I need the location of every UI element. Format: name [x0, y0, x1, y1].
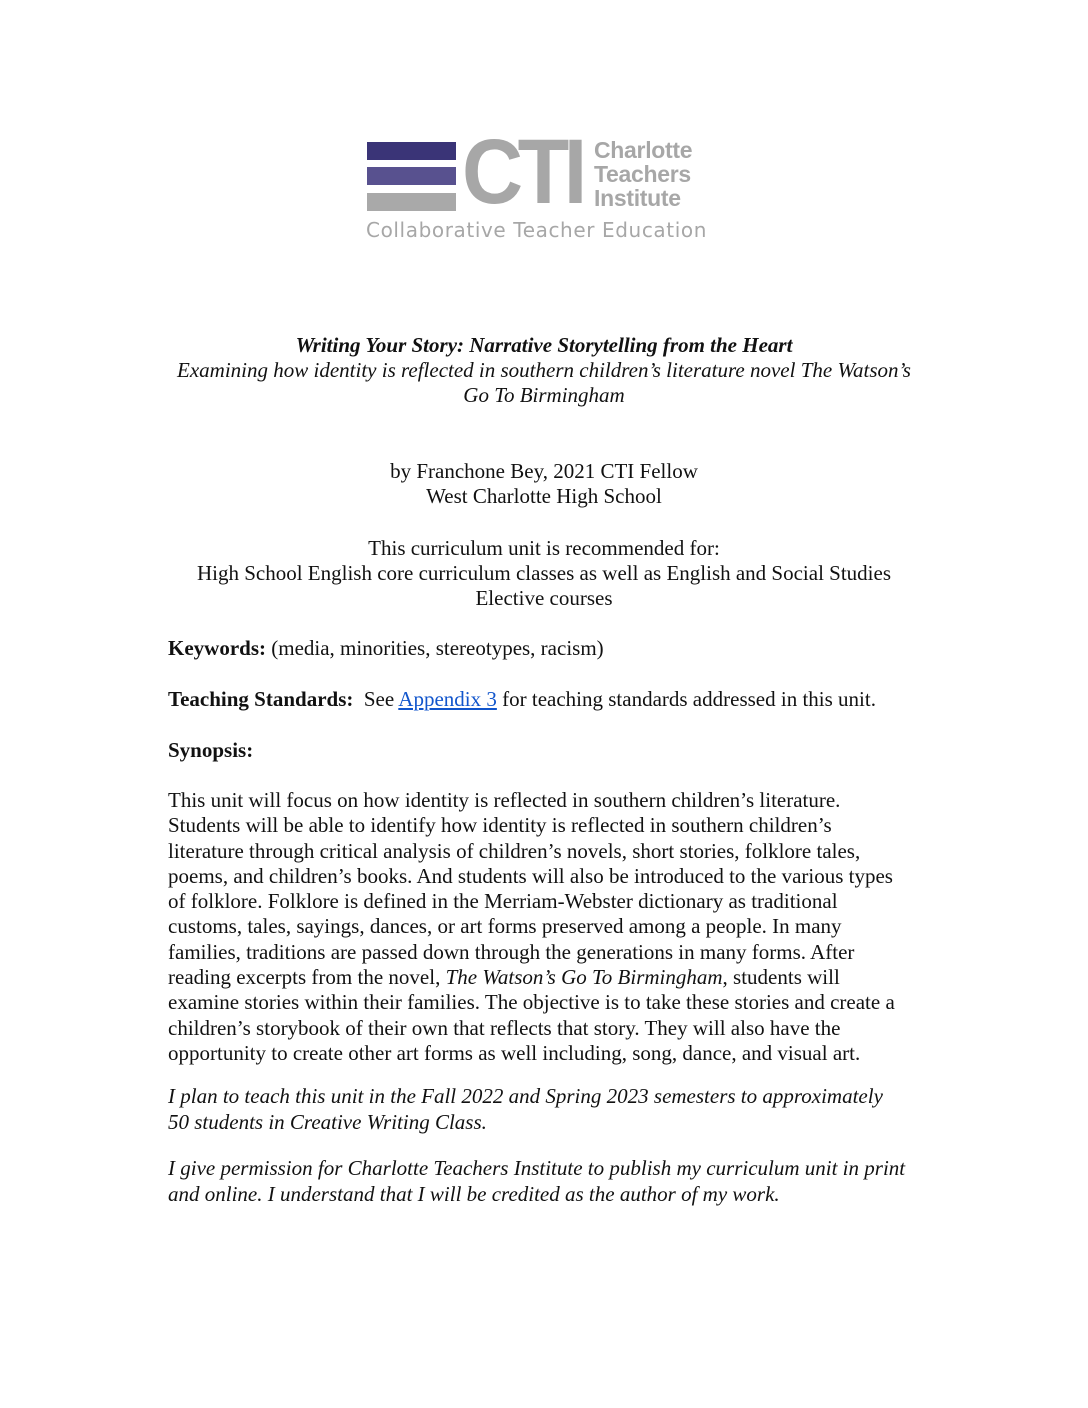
- author-line: by Franchone Bey, 2021 CTI Fellow: [390, 459, 698, 483]
- author-block: [160, 459, 928, 509]
- logo-mark: CTI: [462, 121, 582, 223]
- logo-tagline: Collaborative Teacher Education: [366, 218, 707, 242]
- synopsis-text: , students will: [722, 965, 840, 990]
- synopsis-text: reading excerpts from the novel,: [168, 965, 446, 990]
- plan-line: 50 students in Creative Writing Class.: [168, 1109, 487, 1134]
- permission-line: and online. I understand that I will be credited as the author of my work.: [168, 1181, 780, 1206]
- subtitle-line: Go To Birmingham: [463, 383, 625, 407]
- school-line: West Charlotte High School: [426, 484, 662, 508]
- keywords-label: Keywords:: [168, 636, 266, 660]
- cti-logo: [362, 121, 722, 252]
- teaching-standards: [168, 687, 928, 713]
- teaching-standards-label: Teaching Standards:: [168, 687, 354, 711]
- document-subtitle: [160, 358, 928, 408]
- logo-name-line: Teachers: [594, 161, 691, 187]
- plan-line: I plan to teach this unit in the Fall 2022 and Spring 2023 semesters to approximately: [168, 1084, 883, 1108]
- teaching-standards-pre: See: [353, 687, 399, 711]
- synopsis-line: This unit will focus on how identity is reflected in southern children’s literature.: [168, 788, 841, 812]
- synopsis-line: families, traditions are passed down through the generations in many forms. After: [168, 939, 855, 964]
- logo-bar-bottom: [367, 193, 456, 211]
- synopsis-line: children’s storybook of their own that reflects that story. They will also have the: [168, 1015, 841, 1040]
- logo-name-line: Institute: [594, 185, 681, 211]
- recommended-line: High School English core curriculum classes as well as English and Social Studies: [196, 561, 892, 585]
- appendix-3-link[interactable]: Appendix 3: [398, 687, 497, 711]
- logo-bar-middle: [367, 167, 456, 185]
- synopsis-line: examine stories within their families. The objective is to take these stories and create a: [168, 990, 895, 1015]
- recommended-line: Elective courses: [475, 586, 613, 610]
- logo-name-line: Charlotte: [594, 137, 693, 163]
- logo-bar-top: [367, 142, 456, 160]
- permission-statement: [168, 1156, 928, 1207]
- synopsis-line: opportunity to create other art forms as well including, song, dance, and visual art.: [168, 1040, 861, 1065]
- synopsis-line: of folklore. Folklore is defined in the Merriam-Webster dictionary as traditional: [168, 889, 838, 914]
- permission-line: I give permission for Charlotte Teachers Institute to publish my curriculum unit in print: [168, 1156, 906, 1180]
- keywords-value: (media, minorities, stereotypes, racism): [266, 636, 604, 660]
- recommended-label: This curriculum unit is recommended for:: [368, 536, 720, 560]
- book-title: The Watson’s Go To Birmingham: [445, 965, 723, 990]
- synopsis-body: [168, 788, 928, 1066]
- synopsis-line: customs, tales, sayings, dances, or art forms preserved among a people. In many: [168, 914, 842, 939]
- synopsis-line: poems, and children’s books. And students will also be introduced to the various types: [168, 863, 893, 888]
- subtitle-line: Examining how identity is reflected in southern children’s literature novel The Watson’s: [177, 358, 911, 382]
- keywords: [168, 636, 928, 662]
- synopsis-line: Students will be able to identify how identity is reflected in southern children’s: [168, 813, 832, 838]
- document-title: Writing Your Story: Narrative Storytelling from the Heart: [295, 333, 793, 357]
- recommendation-block: [160, 536, 928, 611]
- synopsis-line: [168, 965, 928, 990]
- teaching-plan: [168, 1084, 928, 1135]
- logo-name: [594, 138, 692, 210]
- teaching-standards-post: for teaching standards addressed in this unit.: [496, 687, 876, 711]
- synopsis-line: literature through critical analysis of children’s novels, short stories, folklore tales,: [168, 838, 861, 863]
- synopsis-heading: Synopsis:: [168, 738, 254, 762]
